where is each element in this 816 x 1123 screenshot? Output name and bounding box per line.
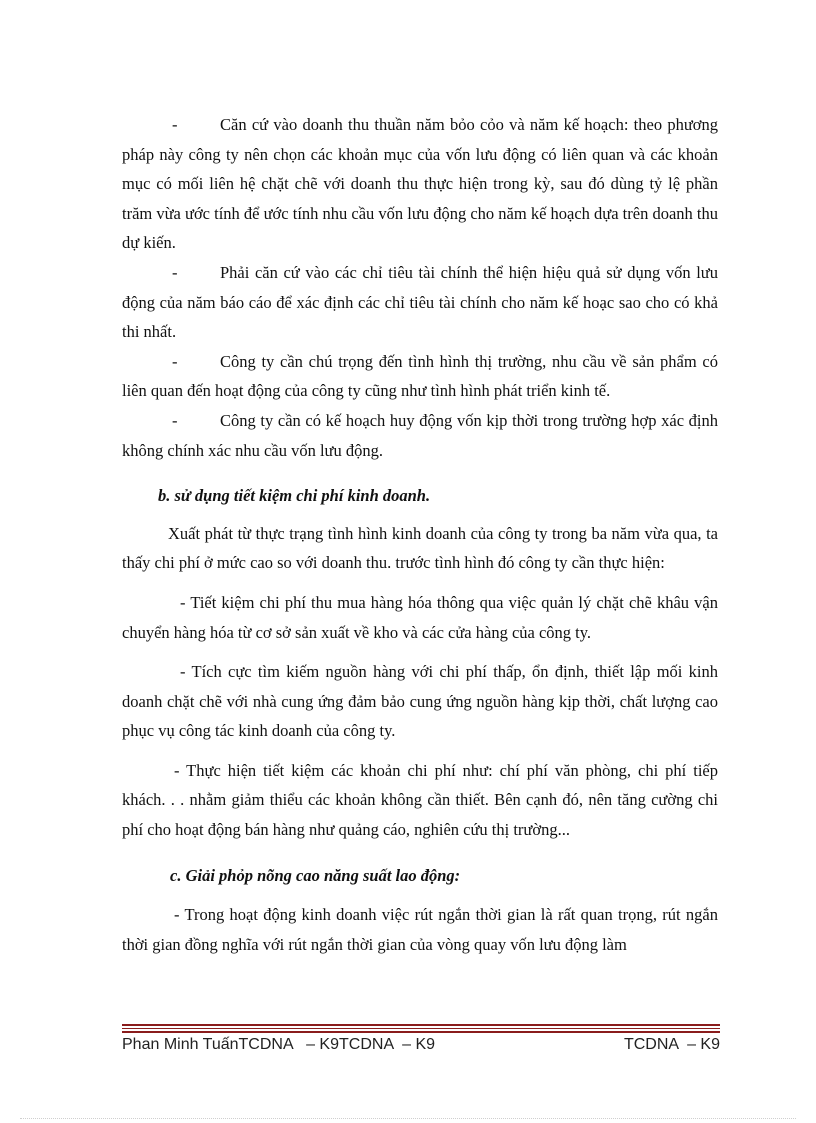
footer-rule-bottom xyxy=(122,1031,720,1033)
bullet-dash: - xyxy=(172,351,178,371)
bullet-text: Căn cứ vào doanh thu thuần năm bỏo cỏo và năm kế hoạch: theo phương pháp này công ty nên chọn các khoản mục của vốn lưu động có liên quan và các khoản mục có mối liên hệ chặt chẽ với doanh thu thực hiện trong kỳ, sau đó dùng tỷ lệ phần trăm vừa ước tính để ước tính nhu cầu vốn lưu động cho năm kế hoạch dựa trên doanh thu dự kiến. xyxy=(122,115,718,253)
footer-author: Phan Minh TuấnTCDNA – K9TCDNA – K9 xyxy=(122,1036,436,1053)
bullet-text: Công ty cần có kế hoạch huy động vốn kịp thời trong trường hợp xác định không chính xác nhu cầu vốn lưu động. xyxy=(122,410,718,460)
bullet-dash: - xyxy=(172,410,178,430)
footer-rule-middle xyxy=(122,1028,720,1029)
bullet-paragraph xyxy=(122,110,718,258)
intro-paragraph: Xuất phát từ thực trạng tình hình kinh doanh của công ty trong ba năm vừa qua, ta thấy chi phí ở mức cao so với doanh thu. trước tình hình đó công ty cần thực hiện: xyxy=(122,523,718,573)
page-boundary-divider xyxy=(20,1118,796,1119)
bullet-paragraph xyxy=(122,406,718,465)
section-heading-c: c. Giải phỏp nõng cao năng suất lao động: xyxy=(170,865,461,885)
list-item: - Tiết kiệm chi phí thu mua hàng hóa thông qua việc quản lý chặt chẽ khâu vận chuyển hàng hóa từ cơ sở sản xuất về kho và các cửa hàng của công ty. xyxy=(122,592,718,642)
body-paragraph: - Trong hoạt động kinh doanh việc rút ngắn thời gian là rất quan trọng, rút ngắn thời gian đồng nghĩa với rút ngắn thời gian của vòng quay vốn lưu động làm xyxy=(122,905,718,954)
footer-class: TCDNA – K9 xyxy=(623,1036,720,1053)
bullet-text: Phải căn cứ vào các chỉ tiêu tài chính thể hiện hiệu quả sử dụng vốn lưu động của năm báo cáo để xác định các chỉ tiêu tài chính cho năm kế hoạc sao cho có khả thi nhất. xyxy=(122,262,718,342)
document-body xyxy=(122,110,718,959)
section-heading-b: b. sử dụng tiết kiệm chi phí kinh doanh. xyxy=(158,486,431,506)
bullet-paragraph xyxy=(122,258,718,347)
bullet-dash: - xyxy=(172,115,178,134)
bullet-dash: - xyxy=(172,262,178,282)
footer-rule-top xyxy=(122,1024,720,1026)
list-item: - Tích cực tìm kiếm nguồn hàng với chi phí thấp, ổn định, thiết lập mối kinh doanh chặt chẽ với nhà cung ứng đảm bảo cung ứng nguồn hàng kịp thời, chất lượng cao phục vụ công tác kinh doanh của công ty. xyxy=(122,662,718,741)
bullet-paragraph xyxy=(122,347,718,406)
list-item: - Thực hiện tiết kiệm các khoản chi phí như: chí phí văn phòng, chi phí tiếp khách. . . nhằm giảm thiểu các khoản không cần thiết. Bên cạnh đó, nên tăng cường chi phí cho hoạt động bán hàng như quảng cáo, nghiên cứu thị trường... xyxy=(122,760,718,840)
bullet-text: Công ty cần chú trọng đến tình hình thị trường, nhu cầu về sản phẩm có liên quan đến hoạt động của công ty cũng như tình hình phát triển kinh tế. xyxy=(122,351,718,401)
